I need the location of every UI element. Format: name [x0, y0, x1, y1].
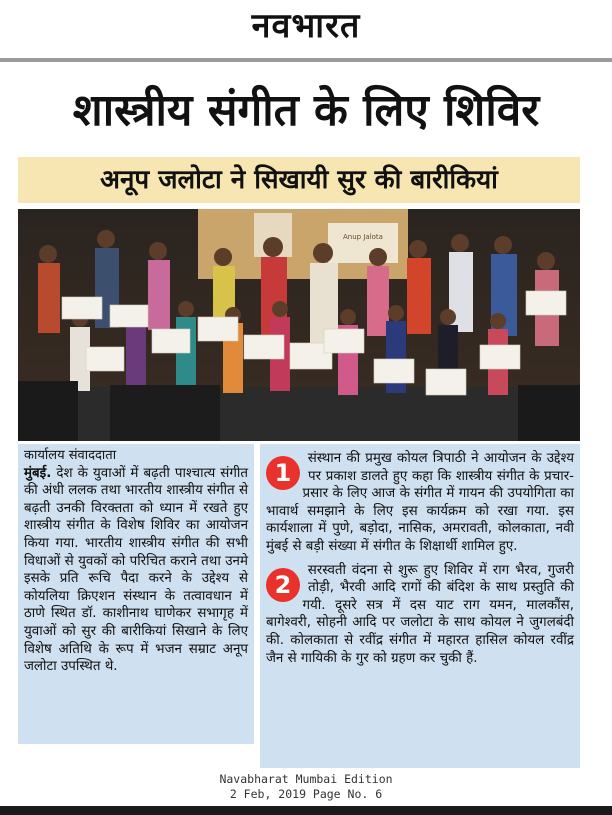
numbered-block-2 — [266, 562, 574, 668]
event-photo — [18, 209, 580, 441]
block-1-text: संस्थान की प्रमुख कोयल त्रिपाठी ने आयोजन के उद्देश्य पर प्रकाश डालते हुए कहा कि शास्त्रीय संगीत के प्रचार-प्रसार के लिए आज के संगीत में गायन की उपयोगिता का भावार्थ समझाने के लिए इस कार्यक्रम को रखा गया. इस कार्यशाला में पुणे, बड़ोदा, नासिक, अमरावती, कोलकाता, नवी मुंबई से बड़ी संख्या में संगीत के शिक्षार्थी शामिल हुए. — [266, 451, 574, 554]
numbered-block-1 — [266, 450, 574, 556]
subheadline: अनूप जलोटा ने सिखायी सुर की बारीकियां — [100, 165, 498, 195]
event-photo-illustration — [18, 209, 580, 441]
headline: शास्त्रीय संगीत के लिए शिविर — [72, 85, 540, 136]
masthead-rule — [0, 58, 612, 62]
edition-date-page: 2 Feb, 2019 Page No. 6 — [229, 787, 383, 801]
bottom-bar — [0, 806, 612, 815]
column-divider — [257, 444, 259, 744]
masthead: नवभारत — [251, 6, 361, 46]
edition-caption — [180, 772, 432, 802]
banner-text: Anup Jalota — [343, 233, 383, 241]
left-body-text: देश के युवाओं में बढ़ती पाश्चात्य संगीत की अंधी ललक तथा भारतीय शास्त्रीय संगीत से बढ़ती उनकी विरक्तता को ध्यान में रखते हुए शास्त्रीय संगीत के विशेष शिविर का आयोजन किया गया. भारतीय शास्त्रीय संगीत की सभी विधाओं से युवकों को परिचित कराने तथा उनमे इसके प्रति रूचि पैदा करने के उद्देश्य से कोयलिया क्रिएशन संस्थान के तत्वावधान में ठाणे स्थित डॉ. काशीनाथ घाणेकर सभागृह में युवाओं को सुर की बारीकियां सिखाने के लिए विशेष अतिथि के रूप में भजन सम्राट अनूप जलोटा उपस्थित थे. — [24, 465, 248, 675]
dateline-city: मुंबई. — [24, 465, 52, 481]
block-2-text: सरस्वती वंदना से शुरू हुए शिविर में राग भैरव, गुजरी तोड़ी, भैरवी आदि रागों की बंदिश के साथ प्रस्तुति की गयी. दूसरे सत्र में दस याट राग यमन, मालकौंस, बागेश्वरी, सोहनी आदि पर जलोटा के साथ कोयल ने जुगलबंदी की. कोलकाता से रवींद्र संगीत में महारत हासिल कोयल रवींद्र जैन से गायिकी के गुर को ग्रहण कर चुकी हैं. — [266, 562, 574, 666]
byline: कार्यालय संवाददाता — [24, 448, 117, 463]
left-article-column — [18, 444, 254, 744]
number-badge-2: 2 — [266, 568, 300, 602]
edition-name: Navabharat Mumbai Edition — [219, 772, 393, 786]
number-badge-1: 1 — [266, 456, 300, 490]
left-body-paragraph — [24, 465, 248, 676]
right-article-column — [260, 444, 580, 768]
